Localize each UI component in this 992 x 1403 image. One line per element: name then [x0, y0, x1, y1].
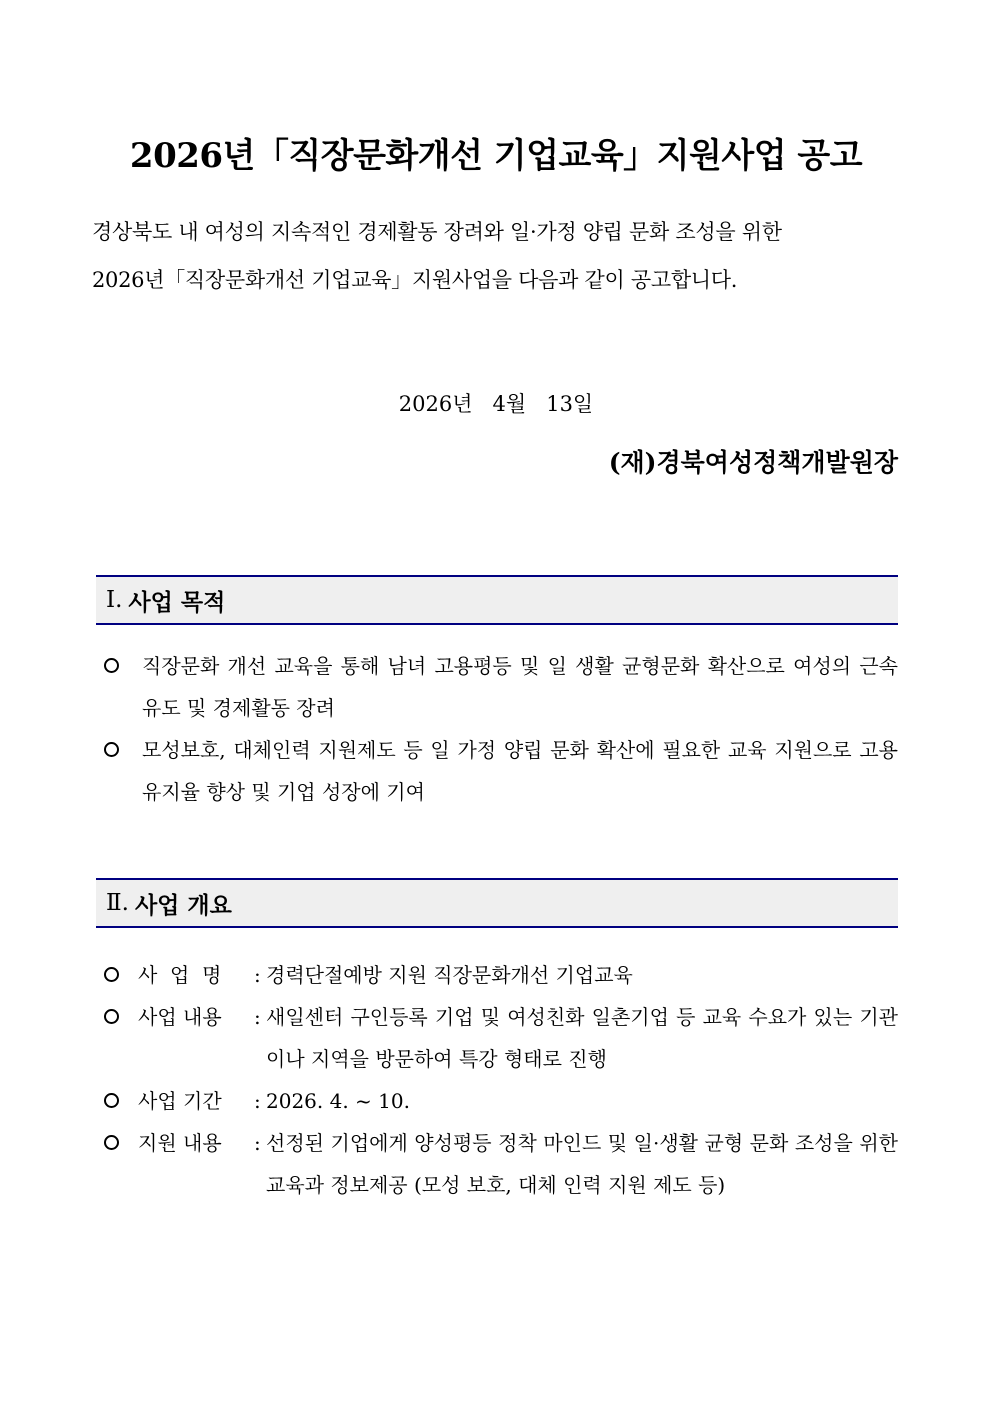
- row-label: 지원 내용: [138, 1131, 222, 1155]
- list-item: 모성보호, 대체인력 지원제도 등 일 가정 양립 문화 확산에 필요한 교육 지원으로 고용유지율 향상 및 기업 성장에 기여: [104, 729, 898, 813]
- document-title: 2026년「직장문화개선 기업교육」지원사업 공고: [129, 136, 863, 176]
- row-value: 경력단절예방 지원 직장문화개선 기업교육: [266, 963, 633, 987]
- row-value: 2026. 4. ~ 10.: [266, 1089, 410, 1113]
- section-header-overview: [96, 878, 898, 928]
- organization-name: (재)경북여성정책개발원장: [608, 448, 898, 477]
- circle-bullet-icon: [104, 1009, 119, 1024]
- overview-row: [104, 954, 898, 996]
- circle-bullet-icon: [104, 1093, 119, 1108]
- row-value: 새일센터 구인등록 기업 및 여성친화 일촌기업 등 교육 수요가 있는 기관이나 지역을 방문하여 특강 형태로 진행: [266, 1005, 898, 1071]
- circle-bullet-icon: [104, 658, 119, 673]
- row-colon: :: [254, 1089, 261, 1113]
- list-item: 직장문화 개선 교육을 통해 남녀 고용평등 및 일 생활 균형문화 확산으로 여성의 근속 유도 및 경제활동 장려: [104, 645, 898, 729]
- intro-line-1: 경상북도 내 여성의 지속적인 경제활동 장려와 일·가정 양립 문화 조성을 위한: [92, 220, 782, 244]
- row-colon: :: [254, 963, 261, 987]
- row-colon: :: [254, 1005, 261, 1029]
- row-label: 사업 기간: [138, 1089, 222, 1113]
- intro-line-2: 2026년「직장문화개선 기업교육」지원사업을 다음과 같이 공고합니다.: [92, 268, 738, 292]
- section-title: 사업 목적: [128, 589, 226, 616]
- overview-list: [104, 954, 898, 1206]
- row-label: 사업 내용: [138, 1005, 222, 1029]
- section-number: Ⅱ.: [106, 890, 129, 916]
- section-header-purpose: [96, 575, 898, 625]
- overview-row: [104, 1122, 898, 1206]
- section-title: 사업 개요: [134, 892, 232, 919]
- row-colon: :: [254, 1131, 261, 1155]
- announcement-date: 2026년 4월 13일: [398, 392, 594, 416]
- overview-row: [104, 996, 898, 1080]
- circle-bullet-icon: [104, 967, 119, 982]
- circle-bullet-icon: [104, 1135, 119, 1150]
- overview-row: [104, 1080, 898, 1122]
- purpose-list: [104, 645, 898, 813]
- intro-paragraph: [92, 208, 898, 304]
- row-label: 사 업 명: [138, 963, 222, 987]
- row-value: 선정된 기업에게 양성평등 정착 마인드 및 일·생활 균형 문화 조성을 위한 교육과 정보제공 (모성 보호, 대체 인력 지원 제도 등): [266, 1131, 898, 1197]
- circle-bullet-icon: [104, 742, 119, 757]
- section-number: Ⅰ.: [106, 587, 123, 613]
